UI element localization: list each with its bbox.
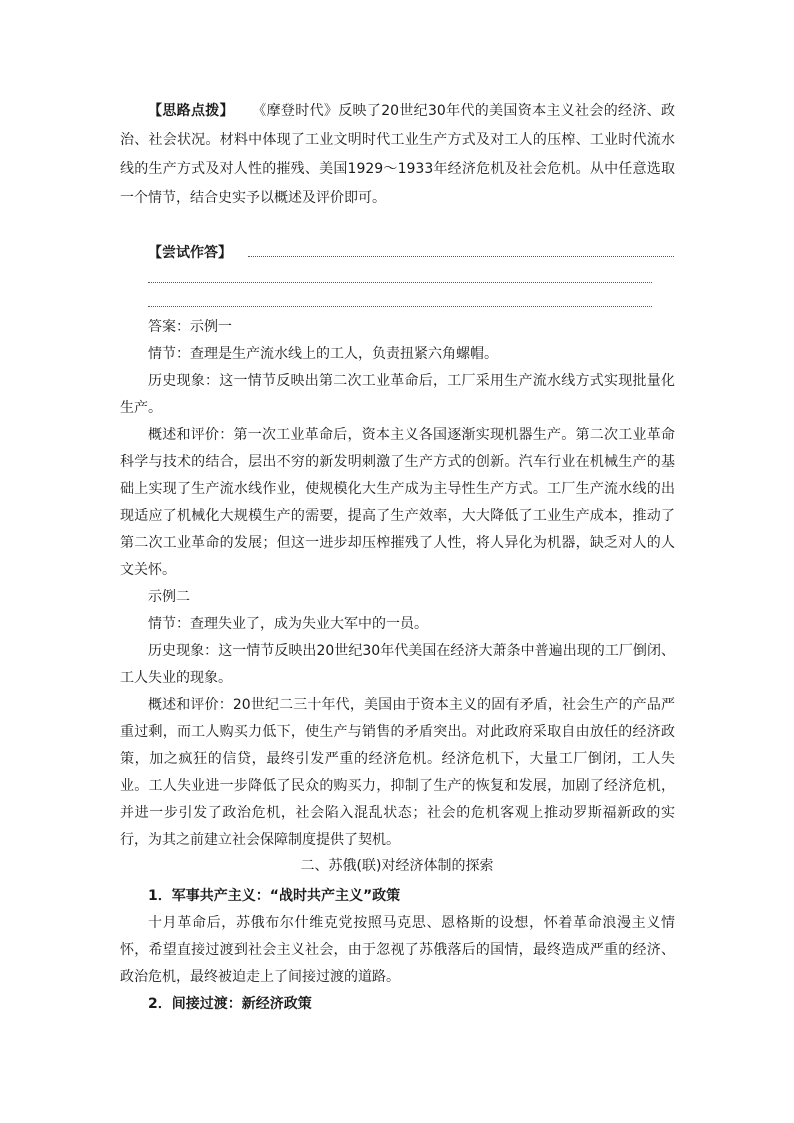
item1-title: 1．军事共产主义：“战时共产主义”政策 xyxy=(148,888,401,904)
hint-text: 《摩登时代》反映了20世纪30年代的美国资本主义社会的经济、政治、社会状况。材料中体现了工业文明时代工业生产方式及对工人的压榨、工业时代流水线的生产方式及对人性的摧残、美国1929～1933年经济危机及社会危机。从中任意选取一个情节，结合史实予以概述及评价即可。 xyxy=(120,103,675,206)
item1-text: 十月革命后，苏俄布尔什维克党按照马克思、恩格斯的设想，怀着革命浪漫主义情怀，希望直接过渡到社会主义社会，由于忽视了苏俄落后的国情，最终造成严重的经济、政治危机，最终被迫走上了间接过渡的道路。 xyxy=(120,915,675,985)
answer-block xyxy=(120,314,675,854)
section-heading: 二、苏俄(联)对经济体制的探索 xyxy=(300,858,494,874)
section-body xyxy=(120,883,675,1018)
item2-title: 2．间接过渡：新经济政策 xyxy=(148,996,312,1012)
ex2-phenomenon: 历史现象：这一情节反映出20世纪30年代美国在经济大萧条中普遍出现的工厂倒闭、工人失业的现象。 xyxy=(120,643,675,686)
ex2-plot: 情节：查理失业了，成为失业大军中的一员。 xyxy=(148,616,428,632)
hint-label: 【思路点拨】 xyxy=(148,103,234,119)
hint-paragraph xyxy=(120,97,675,213)
answer-intro: 答案：示例一 xyxy=(148,319,232,335)
ex1-phenomenon: 历史现象：这一情节反映出第二次工业革命后，工厂采用生产流水线方式实现批量化生产。 xyxy=(120,373,675,416)
ex1-evaluation: 概述和评价：第一次工业革命后，资本主义各国逐渐实现机器生产。第二次工业革命科学与技术的结合，层出不穷的新发明刺激了生产方式的创新。汽车行业在机械生产的基础上实现了生产流水线作业，使规模化大生产成为主导性生产方式。工厂生产流水线的出现适应了机械化大规模生产的需要，提高了生产效率，大大降低了工业生产成本，推动了第二次工业革命的发展；但这一进步却压榨摧残了人性，将人异化为机器，缺乏对人的人文关怀。 xyxy=(120,427,675,578)
answer-line-2[interactable] xyxy=(148,282,652,283)
attempt-block xyxy=(120,240,675,267)
attempt-paragraph xyxy=(120,240,675,267)
ex1-plot: 情节：查理是生产流水线上的工人，负责扭紧六角螺帽。 xyxy=(148,346,498,362)
hint-block xyxy=(120,97,675,213)
answer-line-1[interactable] xyxy=(248,256,674,257)
ex2-label: 示例二 xyxy=(148,589,190,605)
answer-line-3[interactable] xyxy=(148,306,652,307)
ex2-evaluation: 概述和评价：20世纪二三十年代，美国由于资本主义的固有矛盾，社会生产的产品严重过剩，而工人购买力低下，使生产与销售的矛盾突出。对此政府采取自由放任的经济政策，加之疯狂的信贷，最终引发严重的经济危机。经济危机下，大量工厂倒闭，工人失业。工人失业进一步降低了民众的购买力，抑制了生产的恢复和发展，加剧了经济危机，并进一步引发了政治危机，社会陷入混乱状态；社会的危机客观上推动罗斯福新政的实行，为其之前建立社会保障制度提供了契机。 xyxy=(120,697,675,848)
attempt-label: 【尝试作答】 xyxy=(148,245,232,261)
